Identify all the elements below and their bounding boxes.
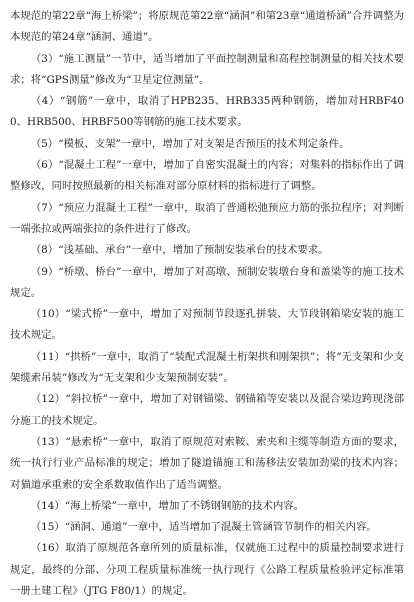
paragraph-item-10: （10）“梁式桥”一章中，增加了对预制节段逐孔拼装、大节段钢箱梁安装的施工技术规定。: [10, 308, 404, 342]
paragraph-item-8: （8）“浅基础、承台”一章中，增加了预制安装承台的技术要求。: [30, 244, 329, 257]
paragraph-item-13: （13）“悬索桥”一章中，取消了原规范对索鞍、索夹和主缆等制造方面的要求，统一执行行业产品标准的规定；增加了隧道锚施工和荡移法安装加劲梁的技术内容；对猫道承重索的安全系数取值作出了适当调整。: [10, 435, 404, 491]
paragraph-item-3: （3）“施工测量”一节中，适当增加了平面控制测量和高程控制测量的相关技术要求；将“GPS测量”修改为“卫星定位测量”。: [10, 52, 404, 86]
paragraph-item-9: （9）“桥墩、桥台”一章中，增加了对高墩、预制安装墩台身和盖梁等的施工技术规定。: [10, 265, 404, 299]
paragraph-item-15: （15）“涵洞、通道”一章中，适当增加了混凝土管涵管节制作的相关内容。: [30, 521, 377, 534]
paragraph-item-4: （4）“钢筋”一章中，取消了HPB235、HRB335两种钢筋，增加对HRBF400、HRB500、HRBF500等钢筋的施工技术要求。: [10, 95, 404, 129]
paragraph-item-14: （14）“海上桥梁”一章中，增加了不锈钢钢筋的技术内容。: [30, 499, 305, 512]
paragraph-item-16: （16）取消了原规范各章所列的质量标准，仅就施工过程中的质量控制要求进行规定，最终的分部、分项工程质量标准统一执行现行《公路工程质量检验评定标准第一册土建工程》（JTG F80/1）的规定。: [10, 542, 404, 598]
paragraph-item-11: （11）“拱桥”一章中，取消了“装配式混凝土桁架拱和刚架拱”；将“无支架和少支架缆索吊装”修改为“无支架和少支架预制安装”。: [10, 350, 404, 385]
paragraph-item-12: （12）“斜拉桥”一章中，增加了对钢锚梁、钢锚箱等安装以及混合梁边跨现浇部分施工的技术规定。: [10, 393, 404, 427]
paragraph-item-7: （7）“预应力混凝土工程”一章中，取消了普通松弛预应力筋的张拉程序；对判断一端张拉或两端张拉的条件进行了修改。: [10, 201, 404, 235]
paragraph-intro: 本规范的第22章“海上桥梁”；将原规范第22章“涵洞”和第23章“通道桥涵”合并调整为本规范的第24章“涵洞、通道”。: [10, 10, 404, 44]
paragraph-item-5: （5）“模板、支架”一章中，增加了对支架是否预压的技术判定条件。: [30, 137, 350, 150]
paragraph-item-6: （6）“混凝土工程”一章中，增加了自密实混凝土的内容；对集料的指标作出了调整修改，同时按照最新的相关标准对部分原材料的指标进行了调整。: [10, 159, 404, 193]
